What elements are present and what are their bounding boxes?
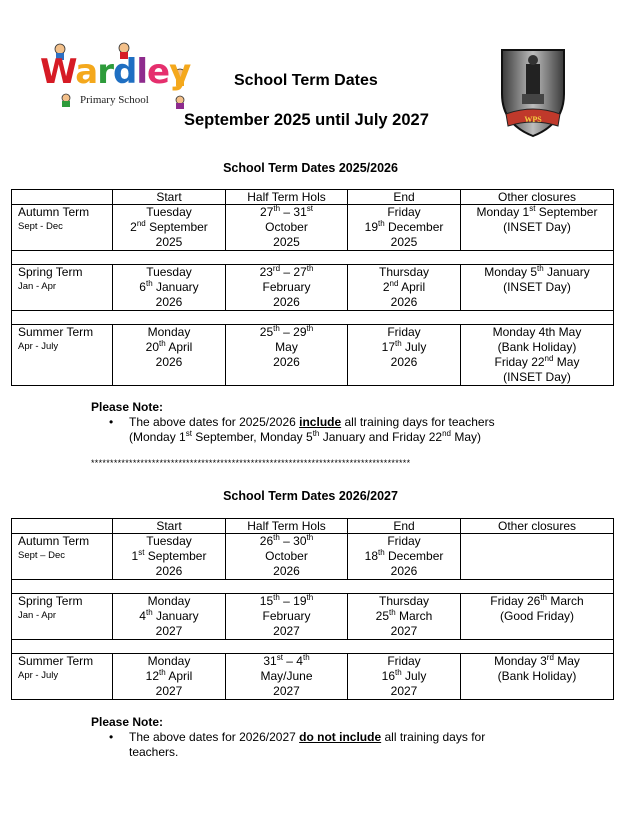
cell-line: 2nd April [382,279,426,294]
cell-line: Friday 26th March [490,593,584,608]
other-closures-cell [461,265,614,311]
half-term-cell [226,594,348,640]
note-heading: Please Note: [91,400,164,414]
term-dates-table [11,518,614,700]
cell-line: 2026 [155,355,183,369]
cell-line: Thursday [378,265,430,279]
term-name: Spring Term [18,265,83,279]
spacer-row [12,640,614,654]
term-range: Apr - July [18,341,59,352]
cell-line: 6th January [139,279,199,294]
note-text: The above dates for 2026/2027 [129,730,300,744]
table-row [12,205,614,251]
cell-line: (Bank Holiday) [497,669,577,683]
cell-line: 25th – 29th [259,324,314,339]
cell-line: 2026 [273,295,300,309]
cell-line: Tuesday [146,534,192,548]
end-cell [348,594,461,640]
cell-line: 15th – 19th [259,593,314,608]
other-closures-cell [461,654,614,700]
term-cell [12,265,113,311]
end-cell [348,534,461,580]
cell-line: (INSET Day) [503,220,571,234]
cell-line: Friday [387,534,421,548]
end-cell [348,654,461,700]
note-block [91,400,495,445]
cell-line: (INSET Day) [503,370,571,384]
school-logo [40,42,200,114]
start-cell [113,325,226,386]
note-list [91,730,485,760]
table-header-row [12,190,614,205]
cell-line: October [265,549,308,563]
half-term-cell [226,534,348,580]
cell-line: 12th April [145,668,193,683]
section-title: School Term Dates 2026/2027 [223,489,398,503]
cell-line: Monday 5th January [484,264,590,279]
note-text: (Monday 1st September, Monday 5th January and Friday 22nd May) [129,429,482,444]
header-cell: Other closures [461,519,614,534]
other-closures-cell [461,325,614,386]
cell-line: 2027 [390,624,418,638]
end-cell [348,265,461,311]
cell-line: 19th December [364,219,444,234]
logo-letter: l [136,52,148,92]
cell-line: Monday [147,654,191,668]
cell-line: February [262,280,311,294]
cell-line: 2026 [273,355,300,369]
cell-line: 2027 [155,624,183,638]
cell-line: 2026 [390,564,418,578]
cell-line: Monday [147,325,191,339]
term-range: Jan - Apr [18,610,57,621]
cell-line: May [275,340,298,354]
term-cell [12,325,113,386]
start-cell [113,654,226,700]
cell-line: 18th December [364,548,444,563]
cell-line: 25th March [375,608,433,623]
half-term-cell [226,325,348,386]
header-cell [12,190,113,205]
cell-line: Tuesday [146,265,192,279]
cell-line: Monday 3rd May [494,653,580,668]
note-heading: Please Note: [91,715,164,729]
term-range: Sept - Dec [18,221,63,232]
logo-letter: r [97,52,114,92]
term-range: Jan - Apr [18,281,57,292]
cell-line: Thursday [378,594,430,608]
cell-line: 31st – 4th [263,653,310,668]
cell-line: Monday 1st September [476,204,598,219]
header-cell [12,519,113,534]
logo-letter: y [169,52,191,92]
cell-line: 26th – 30th [259,533,314,548]
cell-line: 2026 [390,355,418,369]
table-row [12,654,614,700]
shield-icon [498,46,568,140]
spacer-row [12,251,614,265]
term-range: Sept – Dec [18,550,65,561]
other-closures-cell [461,594,614,640]
note-text: teachers. [129,745,179,759]
start-cell [113,205,226,251]
term-name: Autumn Term [18,205,90,219]
term-name: Spring Term [18,594,83,608]
term-dates-table [11,189,614,386]
note-text: The above dates for 2025/2026 [129,415,300,429]
table-row [12,534,614,580]
header-cell: End [348,190,461,205]
start-cell [113,534,226,580]
table-row [12,594,614,640]
end-cell [348,325,461,386]
page-subtitle: September 2025 until July 2027 [184,111,429,129]
cell-line: May/June [260,669,313,683]
spacer-row [12,311,614,325]
separator-line: ************************************************************************************ [91,458,411,468]
other-closures-cell [461,534,614,580]
note-block [91,715,485,760]
other-closures-cell [461,205,614,251]
note-item [129,730,485,760]
cell-line: 2027 [273,624,300,638]
logo-letter: d [113,52,137,92]
cell-line: 16th July [381,668,427,683]
cell-line: 2026 [155,295,183,309]
spacer-row [12,580,614,594]
logo-letter: W [40,52,76,92]
cell-line: February [262,609,311,623]
cell-line: 2025 [390,235,418,249]
cell-line: Friday [387,205,421,219]
start-cell [113,265,226,311]
cell-line: 2025 [273,235,300,249]
cell-line: 17th July [381,339,427,354]
cell-line: 2026 [390,295,418,309]
cell-line: 2nd September [130,219,208,234]
half-term-cell [226,205,348,251]
header-cell: Other closures [461,190,614,205]
crest-label: WPS [524,115,542,124]
cell-line: (Good Friday) [499,609,575,623]
start-cell [113,594,226,640]
end-cell [348,205,461,251]
term-name: Summer Term [18,325,94,339]
header-cell: Half Term Hols [226,519,348,534]
cell-line: Friday [387,654,421,668]
term-cell [12,205,113,251]
logo-wordmark [40,52,190,92]
cell-line: 23rd – 27th [259,264,314,279]
cell-line: 1st September [131,548,207,563]
cell-line: October [265,220,308,234]
school-crest [498,46,568,140]
term-range: Apr - July [18,670,59,681]
cell-line: 2027 [273,684,300,698]
header-cell: Start [113,519,226,534]
note-list [91,415,495,445]
cell-line: Monday 4th May [492,325,582,339]
note-text: all training days for teachers [341,415,495,429]
note-emphasis: do not include [299,730,382,744]
cell-line: 20th April [145,339,193,354]
cell-line: Monday [147,594,191,608]
cell-line: 2025 [155,235,183,249]
cell-line: Friday 22nd May [494,354,580,369]
cell-line: Friday [387,325,421,339]
logo-letter: a [75,52,98,92]
cell-line: 2026 [273,564,300,578]
cell-line: 2027 [390,684,418,698]
cell-line: 27th – 31st [260,204,313,219]
term-cell [12,654,113,700]
header-cell: Half Term Hols [226,190,348,205]
logo-letter: e [147,52,170,92]
table-row [12,325,614,386]
cell-line: 2027 [155,684,183,698]
cell-line: Tuesday [146,205,192,219]
term-name: Summer Term [18,654,94,668]
term-cell [12,594,113,640]
cell-line: (INSET Day) [503,280,571,294]
cell-line: 2026 [155,564,183,578]
half-term-cell [226,265,348,311]
table-header-row [12,519,614,534]
table-row [12,265,614,311]
term-cell [12,534,113,580]
note-item [129,415,495,445]
cell-line: 4th January [139,608,199,623]
cell-line: (Bank Holiday) [497,340,577,354]
note-emphasis: include [299,415,342,429]
header-cell: End [348,519,461,534]
half-term-cell [226,654,348,700]
page-title: School Term Dates [234,72,378,89]
term-name: Autumn Term [18,534,90,548]
logo-subtitle: Primary School [80,94,149,106]
note-text: all training days for [381,730,486,744]
section-title: School Term Dates 2025/2026 [223,161,398,175]
header-cell: Start [113,190,226,205]
